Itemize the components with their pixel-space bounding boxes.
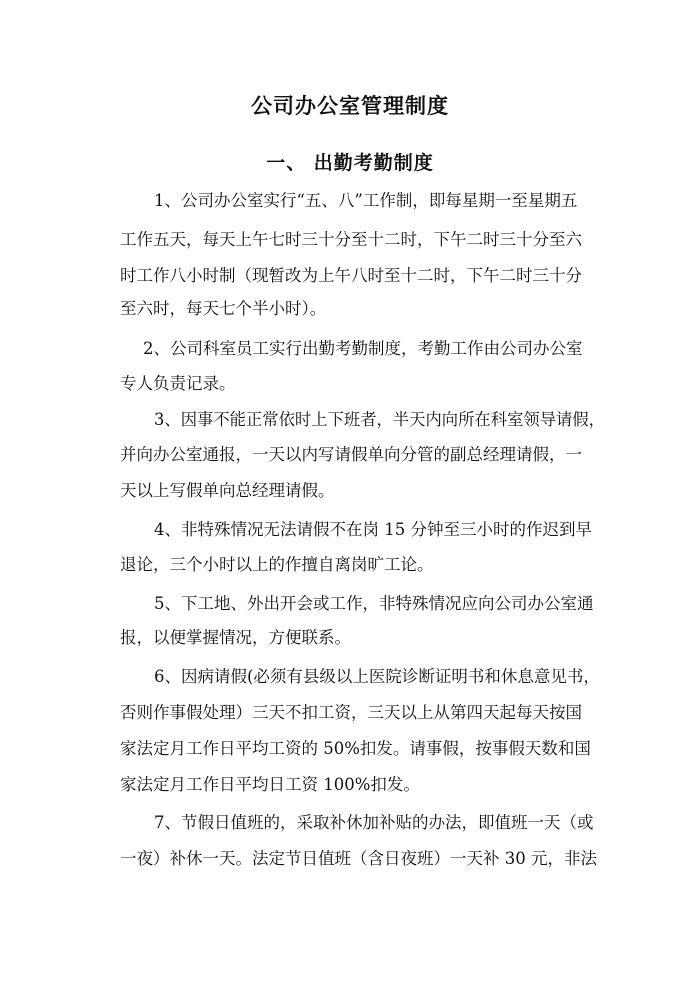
paragraph-3-line-2: 并向办公室通报，一天以内写请假单向分管的副总经理请假，一 — [120, 445, 582, 464]
paragraph-5-line-2: 报，以便掌握情况，方便联系。 — [120, 628, 351, 647]
paragraph-2-line-1: 2、公司科室员工实行出勤考勤制度，考勤工作由公司办公室 — [143, 339, 583, 358]
paragraph-1-line-3: 时工作八小时制（现暂改为上午八时至十二时，下午二时三十分 — [120, 266, 582, 285]
document-title: 公司办公室管理制度 — [251, 94, 449, 118]
paragraph-3-line-1: 3、因事不能正常依时上下班者，半天内向所在科室领导请假， — [154, 410, 605, 429]
paragraph-7-line-2: 一夜）补休一天。法定节日值班（含日夜班）一天补 30 元，非法 — [120, 849, 597, 868]
paragraph-5-line-1: 5、下工地、外出开会或工作，非特殊情况应向公司办公室通 — [154, 594, 594, 613]
paragraph-3-line-3: 天以上写假单向总经理请假。 — [120, 481, 335, 500]
paragraph-6-line-1: 6、因病请假(必须有县级以上医院诊断证明书和休息意见书， — [154, 667, 600, 686]
paragraph-2-line-2: 专人负责记录。 — [120, 374, 236, 393]
paragraph-6-line-4: 家法定月工作日平均日工资 100%扣发。 — [120, 775, 420, 794]
paragraph-1-line-1: 1、公司办公室实行“五、八”工作制，即每星期一至星期五 — [154, 191, 578, 210]
paragraph-7-line-1: 7、节假日值班的，采取补休加补贴的办法，即值班一天（或 — [154, 813, 594, 832]
paragraph-4-line-1: 4、非特殊情况无法请假不在岗 15 分钟至三小时的作迟到早 — [154, 520, 592, 539]
paragraph-4-line-2: 退论，三个小时以上的作擅自离岗旷工论。 — [120, 555, 434, 574]
paragraph-6-line-3: 家法定月工作日平均工资的 50%扣发。请事假，按事假天数和国 — [120, 739, 591, 758]
section-heading: 一、 出勤考勤制度 — [266, 152, 434, 174]
paragraph-1-line-2: 工作五天，每天上午七时三十分至十二时，下午二时三十分至六 — [120, 230, 582, 249]
paragraph-6-line-2: 否则作事假处理）三天不扣工资，三天以上从第四天起每天按国 — [120, 703, 582, 722]
paragraph-1-line-4: 至六时，每天七个半小时）。 — [120, 299, 327, 318]
